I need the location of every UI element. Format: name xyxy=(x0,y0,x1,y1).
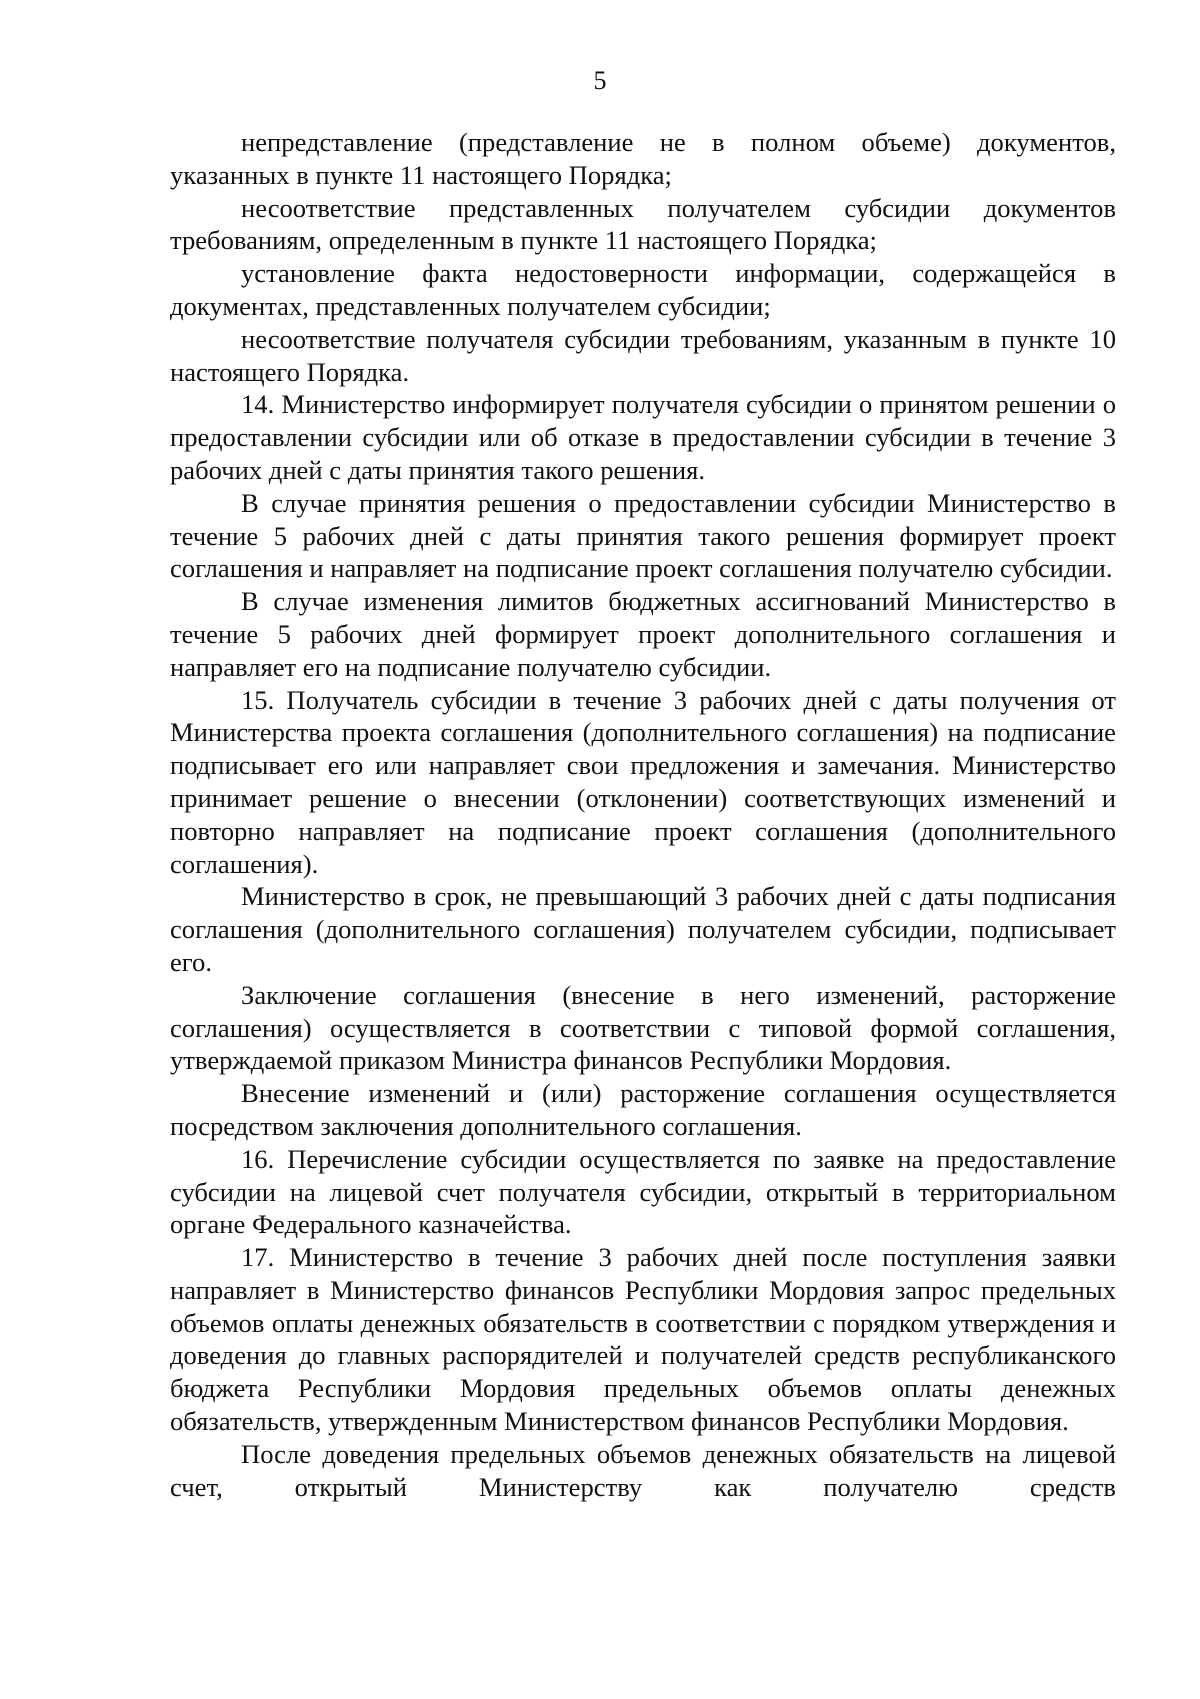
page-number: 5 xyxy=(593,66,607,95)
paragraph-item-17: 17. Министерство в течение 3 рабочих дней после поступления заявки направляет в Министерство финансов Республики Мордовия запрос предельных объемов оплаты денежных обязательств в соответствии с порядком утверждения и доведения до главных распорядителей и получателей средств республиканского бюджета Республики Мордовия предельных объемов оплаты денежных обязательств, утвержденным Министерством финансов Республики Мордовия. xyxy=(170,1242,1116,1437)
paragraph: несоответствие получателя субсидии требованиям, указанным в пункте 10 настоящего Порядка. xyxy=(170,323,1116,387)
paragraph: непредставление (представление не в полном объеме) документов, указанных в пункте 11 настоящего Порядка; xyxy=(170,127,1116,190)
paragraph: В случае изменения лимитов бюджетных ассигнований Министерство в течение 5 рабочих дней формирует проект дополнительного соглашения и направляет его на подписание получателю субсидии. xyxy=(170,586,1116,682)
paragraph-continued: После доведения предельных объемов денежных обязательств на лицевой счет, открытый Министерству как получателю средств xyxy=(170,1438,1116,1502)
paragraph: Заключение соглашения (внесение в него изменений, расторжение соглашения) осуществляется в соответствии с типовой формой соглашения, утверждаемой приказом Министра финансов Республики Мордовия. xyxy=(170,979,1116,1076)
paragraph: Внесение изменений и (или) расторжение соглашения осуществляется посредством заключения дополнительного соглашения. xyxy=(170,1078,1116,1141)
document-body xyxy=(170,126,1116,1503)
paragraph-item-16: 16. Перечисление субсидии осуществляется по заявке на предоставление субсидии на лицевой счет получателя субсидии, открытый в территориальном органе Федерального казначейства. xyxy=(170,1143,1116,1240)
paragraph-item-14: 14. Министерство информирует получателя субсидии о принятом решении о предоставлении субсидии или об отказе в предоставлении субсидии в течение 3 рабочих дней с даты принятия такого решения. xyxy=(170,389,1116,485)
paragraph: установление факта недостоверности информации, содержащейся в документах, представленных получателем субсидии; xyxy=(170,258,1116,321)
paragraph: Министерство в срок, не превышающий 3 рабочих дней с даты подписания соглашения (дополнительного соглашения) получателем субсидии, подписывает его. xyxy=(170,881,1116,977)
paragraph: В случае принятия решения о предоставлении субсидии Министерство в течение 5 рабочих дней с даты принятия такого решения формирует проект соглашения и направляет на подписание проект соглашения получателю субсидии. xyxy=(170,487,1116,584)
paragraph-item-15: 15. Получатель субсидии в течение 3 рабочих дней с даты получения от Министерства проекта соглашения (дополнительного соглашения) на подписание подписывает его или направляет свои предложения и замечания. Министерство принимает решение о внесении (отклонении) соответствующих изменений и повторно направляет на подписание проект соглашения (дополнительного соглашения). xyxy=(170,684,1116,879)
paragraph: несоответствие представленных получателем субсидии документов требованиям, определенным в пункте 11 настоящего Порядка; xyxy=(170,192,1116,256)
